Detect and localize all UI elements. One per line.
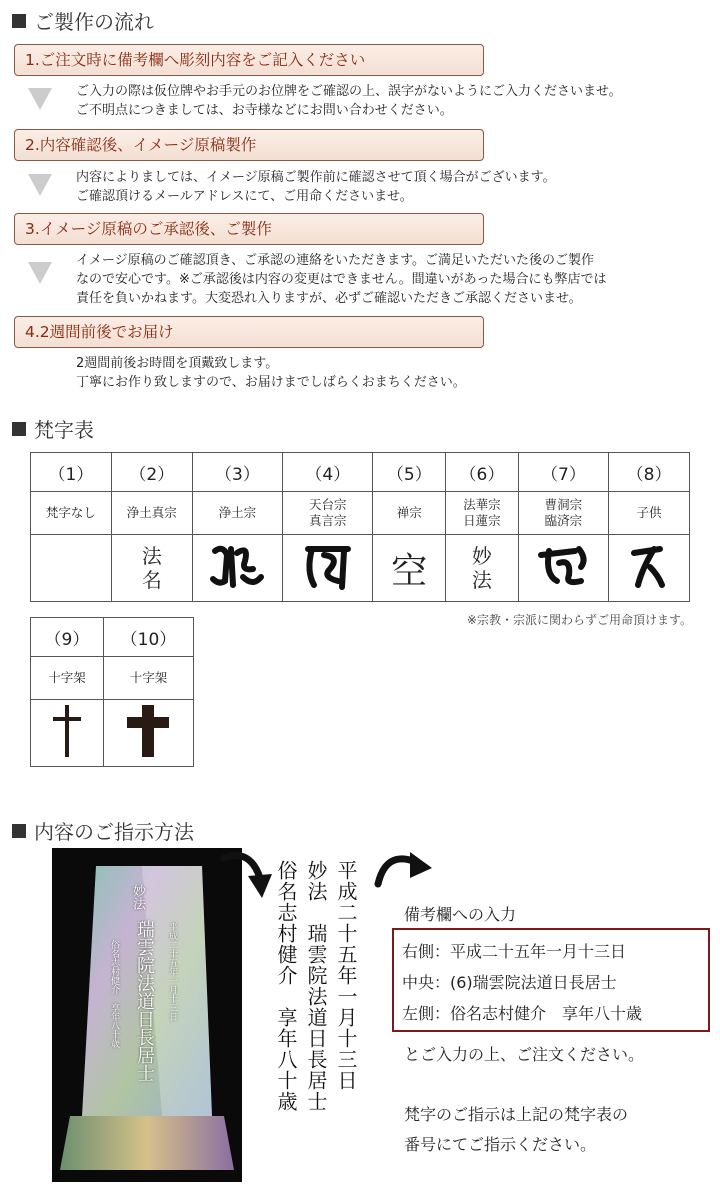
bonji-num: （5） xyxy=(373,453,446,492)
step-3-text: イメージ原稿のご確認頂き、ご承認の連絡をいただきます。ご満足いただいた後のご製作 なので安心です。※ご承認後は内容の変更はできません。間違いがあった場合にも弊店では 責任を負いかねます。大変恐れ入りますが、必ずご確認いただきご承認くださいませ。 xyxy=(76,253,607,306)
empty-glyph-cell xyxy=(31,535,112,602)
cross-thin-icon xyxy=(31,700,104,767)
remarks-label: 備考欄への入力 xyxy=(404,905,517,924)
bonji-section-title: 梵字表 xyxy=(12,414,94,443)
order-instruction: とご入力の上、ご注文ください。 xyxy=(404,1045,645,1064)
bonji-7-icon xyxy=(518,535,608,602)
plaque-top-text: 妙法 xyxy=(130,884,145,910)
bonji-num: （10） xyxy=(103,618,193,657)
step-4-text: 2週間前後お時間を頂戴致します。 丁寧にお作り致しますので、お届けまでしばらくおまちください。 xyxy=(76,356,466,390)
vertical-center-name: 妙法 瑞雲院法道日長居士 xyxy=(304,860,328,1112)
bonji-num: （9） xyxy=(31,618,104,657)
plaque-image xyxy=(52,848,242,1182)
sect-name: 浄土宗 xyxy=(192,492,282,535)
sect-name: 十字架 xyxy=(31,657,104,700)
sect-name: 天台宗 真言宗 xyxy=(283,492,373,535)
plaque-right-text: 平成二十五年一月十三日 xyxy=(167,922,177,1021)
sect-name: 子供 xyxy=(609,492,690,535)
bonji-table-main xyxy=(30,452,690,602)
step-2-text: 内容によりましては、イメージ原稿ご製作前に確認させて頂く場合がございます。 ご確認頂けるメールアドレスにて、ご用命くださいませ。 xyxy=(76,170,556,204)
vertical-right-date: 平成二十五年一月十三日 xyxy=(334,860,358,1091)
bonji-note: ※宗教・宗派に関わらずご用命頂けます。 xyxy=(466,613,692,627)
sect-name: 曹洞宗 臨済宗 xyxy=(518,492,608,535)
bonji-num: （2） xyxy=(111,453,192,492)
bonji-num: （7） xyxy=(518,453,608,492)
down-arrow-icon xyxy=(28,88,52,110)
square-bullet-icon xyxy=(12,14,26,28)
bonji-num: （3） xyxy=(192,453,282,492)
curved-arrow-icon xyxy=(372,850,436,906)
bonji-num: （1） xyxy=(31,453,112,492)
step-1-text: ご入力の際は仮位牌やお手元のお位牌をご確認の上、誤字がないようにご入力くださいませ。 ご不明点につきましては、お寺様などにお問い合わせください。 xyxy=(76,84,622,118)
homyo-glyph: 法 名 xyxy=(111,535,192,602)
plaque-left-text: 俗名志村健介 享年八十歳 xyxy=(109,940,119,1048)
bonji-num: （6） xyxy=(446,453,519,492)
bonji-name-row xyxy=(31,492,690,535)
sect-name: 法華宗 日蓮宗 xyxy=(446,492,519,535)
step-3-bar: 3.イメージ原稿のご承認後、ご製作 xyxy=(14,213,484,245)
step-1-bar: 1.ご注文時に備考欄へ彫刻内容をご記入ください xyxy=(14,44,484,76)
bonji-8-icon xyxy=(609,535,690,602)
step-2-bar: 2.内容確認後、イメージ原稿製作 xyxy=(14,129,484,161)
process-section-title: ご製作の流れ xyxy=(12,6,154,35)
vertical-left-name: 俗名志村健介 享年八十歳 xyxy=(274,860,298,1112)
instruction-section-title: 内容のご指示方法 xyxy=(12,816,194,845)
bonji-num: （4） xyxy=(283,453,373,492)
sect-name: 禅宗 xyxy=(373,492,446,535)
square-bullet-icon xyxy=(12,824,26,838)
sect-name: 梵字なし xyxy=(31,492,112,535)
cross-bold-icon xyxy=(103,700,193,767)
myoho-glyph: 妙 法 xyxy=(446,535,519,602)
bonji-instruction: 梵字のご指示は上記の梵字表の 番号にてご指示ください。 xyxy=(404,1105,629,1154)
step-4-bar: 4.2週間前後でお届け xyxy=(14,316,484,348)
bonji-number-row xyxy=(31,453,690,492)
bonji-glyph-row xyxy=(31,535,690,602)
down-arrow-icon xyxy=(28,174,52,196)
down-arrow-icon xyxy=(28,262,52,284)
sect-name: 浄土真宗 xyxy=(111,492,192,535)
square-bullet-icon xyxy=(12,422,26,436)
bonji-table-cross xyxy=(30,617,194,767)
remarks-example-box: 右側：平成二十五年一月十三日 中央：(6)瑞雲院法道日長居士 左側：俗名志村健介 享年八十歳 xyxy=(392,928,710,1032)
bonji-num: （8） xyxy=(609,453,690,492)
bonji-4-icon xyxy=(283,535,373,602)
plaque-center-text: 瑞雲院法道日長居士 xyxy=(134,920,155,1082)
sect-name: 十字架 xyxy=(103,657,193,700)
zen-glyph: 空 xyxy=(373,535,446,602)
bonji-3-icon xyxy=(192,535,282,602)
